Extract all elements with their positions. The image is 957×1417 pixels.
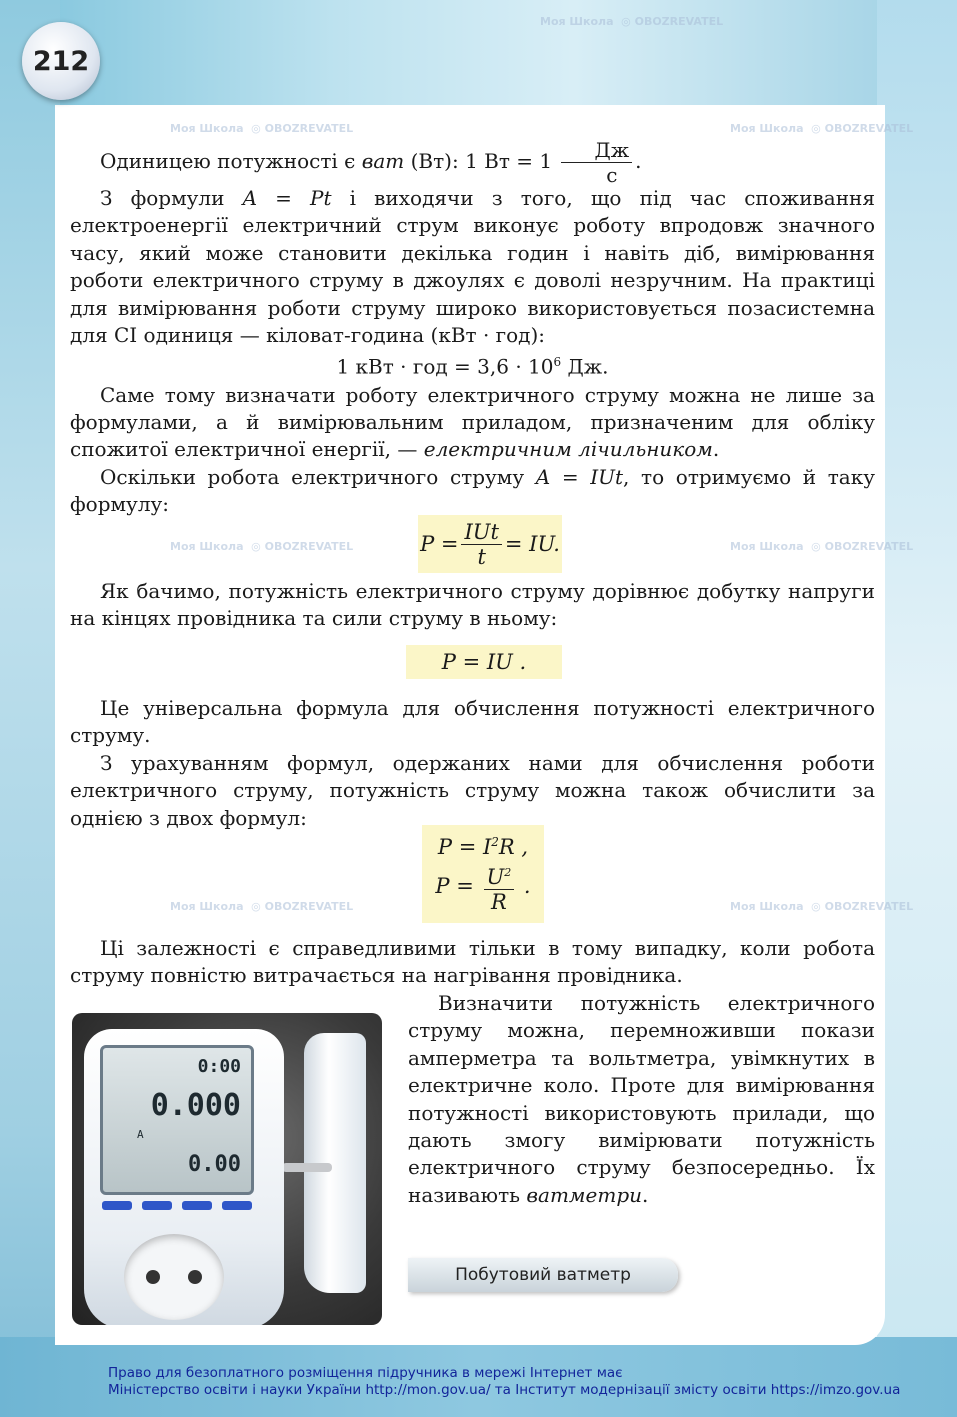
footer-license: Право для безоплатного розміщення підручника в мережі Інтернет має Міністерство освіти і науки України http://mon.gov.ua/ та Інститут модернізації змісту освіти https://imzo.gov.ua <box>108 1365 901 1398</box>
plug-pin <box>282 1163 332 1172</box>
text-block-main <box>70 138 875 187</box>
paragraph-electric-meter: Саме тому визначати роботу електричного струму можна не лише за формулами, а й вимірювальним приладом, призначеним для обліку спожитої електричної енергії, — електричним лічильником. <box>70 382 875 462</box>
formula-i2r: $P = I^2R$ , <box>437 834 529 859</box>
paragraph-unit-watt: Одиницею потужності є ват (Вт): 1 Вт = 1 $\frac{Дж}{с}$ . <box>100 138 642 187</box>
wattmeter-front <box>84 1029 284 1325</box>
equation-kwh: 1 кВт · год = $3,6 \cdot 10^6$ Дж. <box>336 355 609 380</box>
text-block-wattmeter <box>408 990 875 1209</box>
formula-power-iut: P = $\frac{\text{IUt}}{t}$ = IU. <box>418 515 562 573</box>
watermark: Моя Школа ◎ OBOZREVATEL <box>730 540 914 553</box>
text-block-product <box>70 578 875 633</box>
watermark: Моя Школа ◎ OBOZREVATEL <box>730 122 914 135</box>
watermark: Моя Школа ◎ OBOZREVATEL <box>540 15 724 28</box>
formula-u2-over-r: P = $\frac{U^2}{R}$ . <box>435 861 530 914</box>
paragraph-formula-apt: З формули A = Pt і виходячи з того, що під час споживання електроенергії електричний струм виконує роботу впродовж значного часу, який може становити декілька годин і навіть діб, вимірювання роботи електричного струму в джоулях є доволі незручним. На практиці для вимірювання роботи струму широко використовується позасистемна для СІ одиниця — кіловат-година (кВт · год): <box>70 186 875 348</box>
right-background <box>877 0 957 1417</box>
watermark: Моя Школа ◎ OBOZREVATEL <box>730 900 914 913</box>
text-block-work-units <box>70 185 875 519</box>
text-block-heating <box>70 935 875 990</box>
watermark: Моя Школа ◎ OBOZREVATEL <box>170 540 354 553</box>
text-block-universal <box>70 695 875 832</box>
wattmeter-display: 0:00 0.000 A 0.00 <box>100 1045 254 1195</box>
paragraph-wattmeter: Визначити потужність електричного струму можна, перемноживши покази амперметра та вольтметра, увімкнутих в електричне коло. Проте для вимірювання потужності використовують прилади, що дають змогу вимірювати потужність електричного струму безпосередньо. Їх називають ватметри. <box>408 991 875 1207</box>
formula-power-resistance <box>422 825 544 923</box>
header-background <box>0 0 957 105</box>
paragraph-power-product: Як бачимо, потужність електричного струму дорівнює добутку напруги на кінцях провідника та сили струму в ньому: <box>70 579 875 631</box>
page-number: 212 <box>22 22 100 100</box>
paragraph-heating: Ці залежності є справедливими тільки в тому випадку, коли робота струму повністю витрачається на нагрівання провідника. <box>70 936 875 988</box>
formula-power-iu: P = IU . <box>406 645 562 679</box>
left-background <box>0 0 60 1417</box>
watermark: Моя Школа ◎ OBOZREVATEL <box>170 900 354 913</box>
watermark: Моя Школа ◎ OBOZREVATEL <box>170 122 354 135</box>
paragraph-work-iut: Оскільки робота електричного струму A = IUt, то отримуємо й таку формулу: <box>70 464 876 517</box>
fraction-joule-per-second: $\frac{Дж}{с}$ <box>561 138 632 187</box>
socket-icon <box>124 1234 224 1320</box>
wattmeter-photo <box>72 1013 382 1325</box>
wattmeter-buttons <box>102 1201 252 1210</box>
paragraph-two-formulas: З урахуванням формул, одержаних нами для обчислення роботи електричного струму, потужність струму можна також обчислити за однією з двох формул: <box>70 750 875 830</box>
paragraph-universal-formula: Це універсальна формула для обчислення потужності електричного струму. <box>70 696 875 748</box>
photo-caption: Побутовий ватметр <box>408 1258 678 1292</box>
